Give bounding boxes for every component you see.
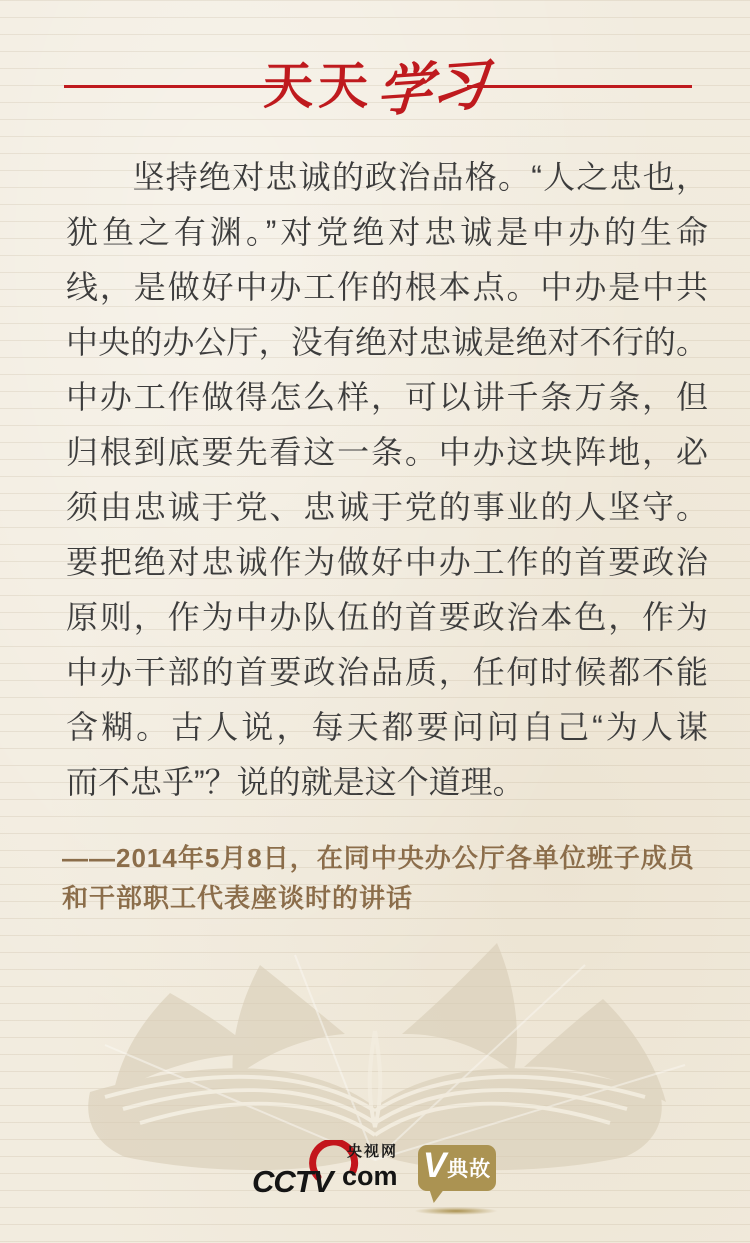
cctv-domain: com (342, 1161, 398, 1191)
quote-block (66, 150, 708, 810)
quote-line: 中办干部的首要政治品质，任何时候都不能 (66, 654, 708, 690)
cctv-logo (252, 1140, 404, 1204)
badge-tail (427, 1189, 444, 1203)
attribution (62, 838, 742, 918)
page-title (0, 40, 750, 124)
attribution-line: 和干部职工代表座谈时的讲话 (62, 883, 414, 913)
quote-line: 犹鱼之有渊。”对党绝对忠诚是中办的生命 (66, 214, 708, 250)
quote-line: 线，是做好中办工作的根本点。中办是中共 (66, 269, 708, 305)
cctv-letters: CCTV (252, 1164, 333, 1199)
quote-line: 要把绝对忠诚作为做好中办工作的首要政治 (66, 544, 708, 580)
vdiangu-badge-bubble (418, 1145, 496, 1191)
title-serif-part: 天天 (262, 58, 373, 114)
quote-line: 而不忠乎”？说的就是这个道理。 (66, 764, 525, 800)
quote-line: 中办工作做得怎么样，可以讲千条万条，但 (66, 379, 708, 415)
quote-line: 须由忠诚于党、忠诚于党的事业的人坚守。 (66, 489, 708, 525)
vdiangu-badge (418, 1145, 498, 1215)
quote-line: 含糊。古人说，每天都要问问自己“为人谋 (66, 709, 708, 745)
attribution-line: ——2014年5月8日，在同中央办公厅各单位班子成员 (62, 843, 695, 873)
badge-v-letter: V (422, 1146, 447, 1185)
quote-line: 原则，作为中办队伍的首要政治本色，作为 (66, 599, 708, 635)
cctv-chinese-name: 央视网 (347, 1143, 399, 1160)
badge-label: 典故 (447, 1158, 492, 1181)
quote-line: 坚持绝对忠诚的政治品格。“人之忠也， (66, 159, 708, 195)
quote-line: 归根到底要先看这一条。中办这块阵地，必 (66, 434, 708, 470)
title-script-part: 学习 (374, 50, 489, 124)
quote-line: 中央的办公厅，没有绝对忠诚是绝对不行的。 (66, 324, 708, 360)
badge-shadow (414, 1207, 498, 1215)
footer-logos (0, 1136, 750, 1216)
